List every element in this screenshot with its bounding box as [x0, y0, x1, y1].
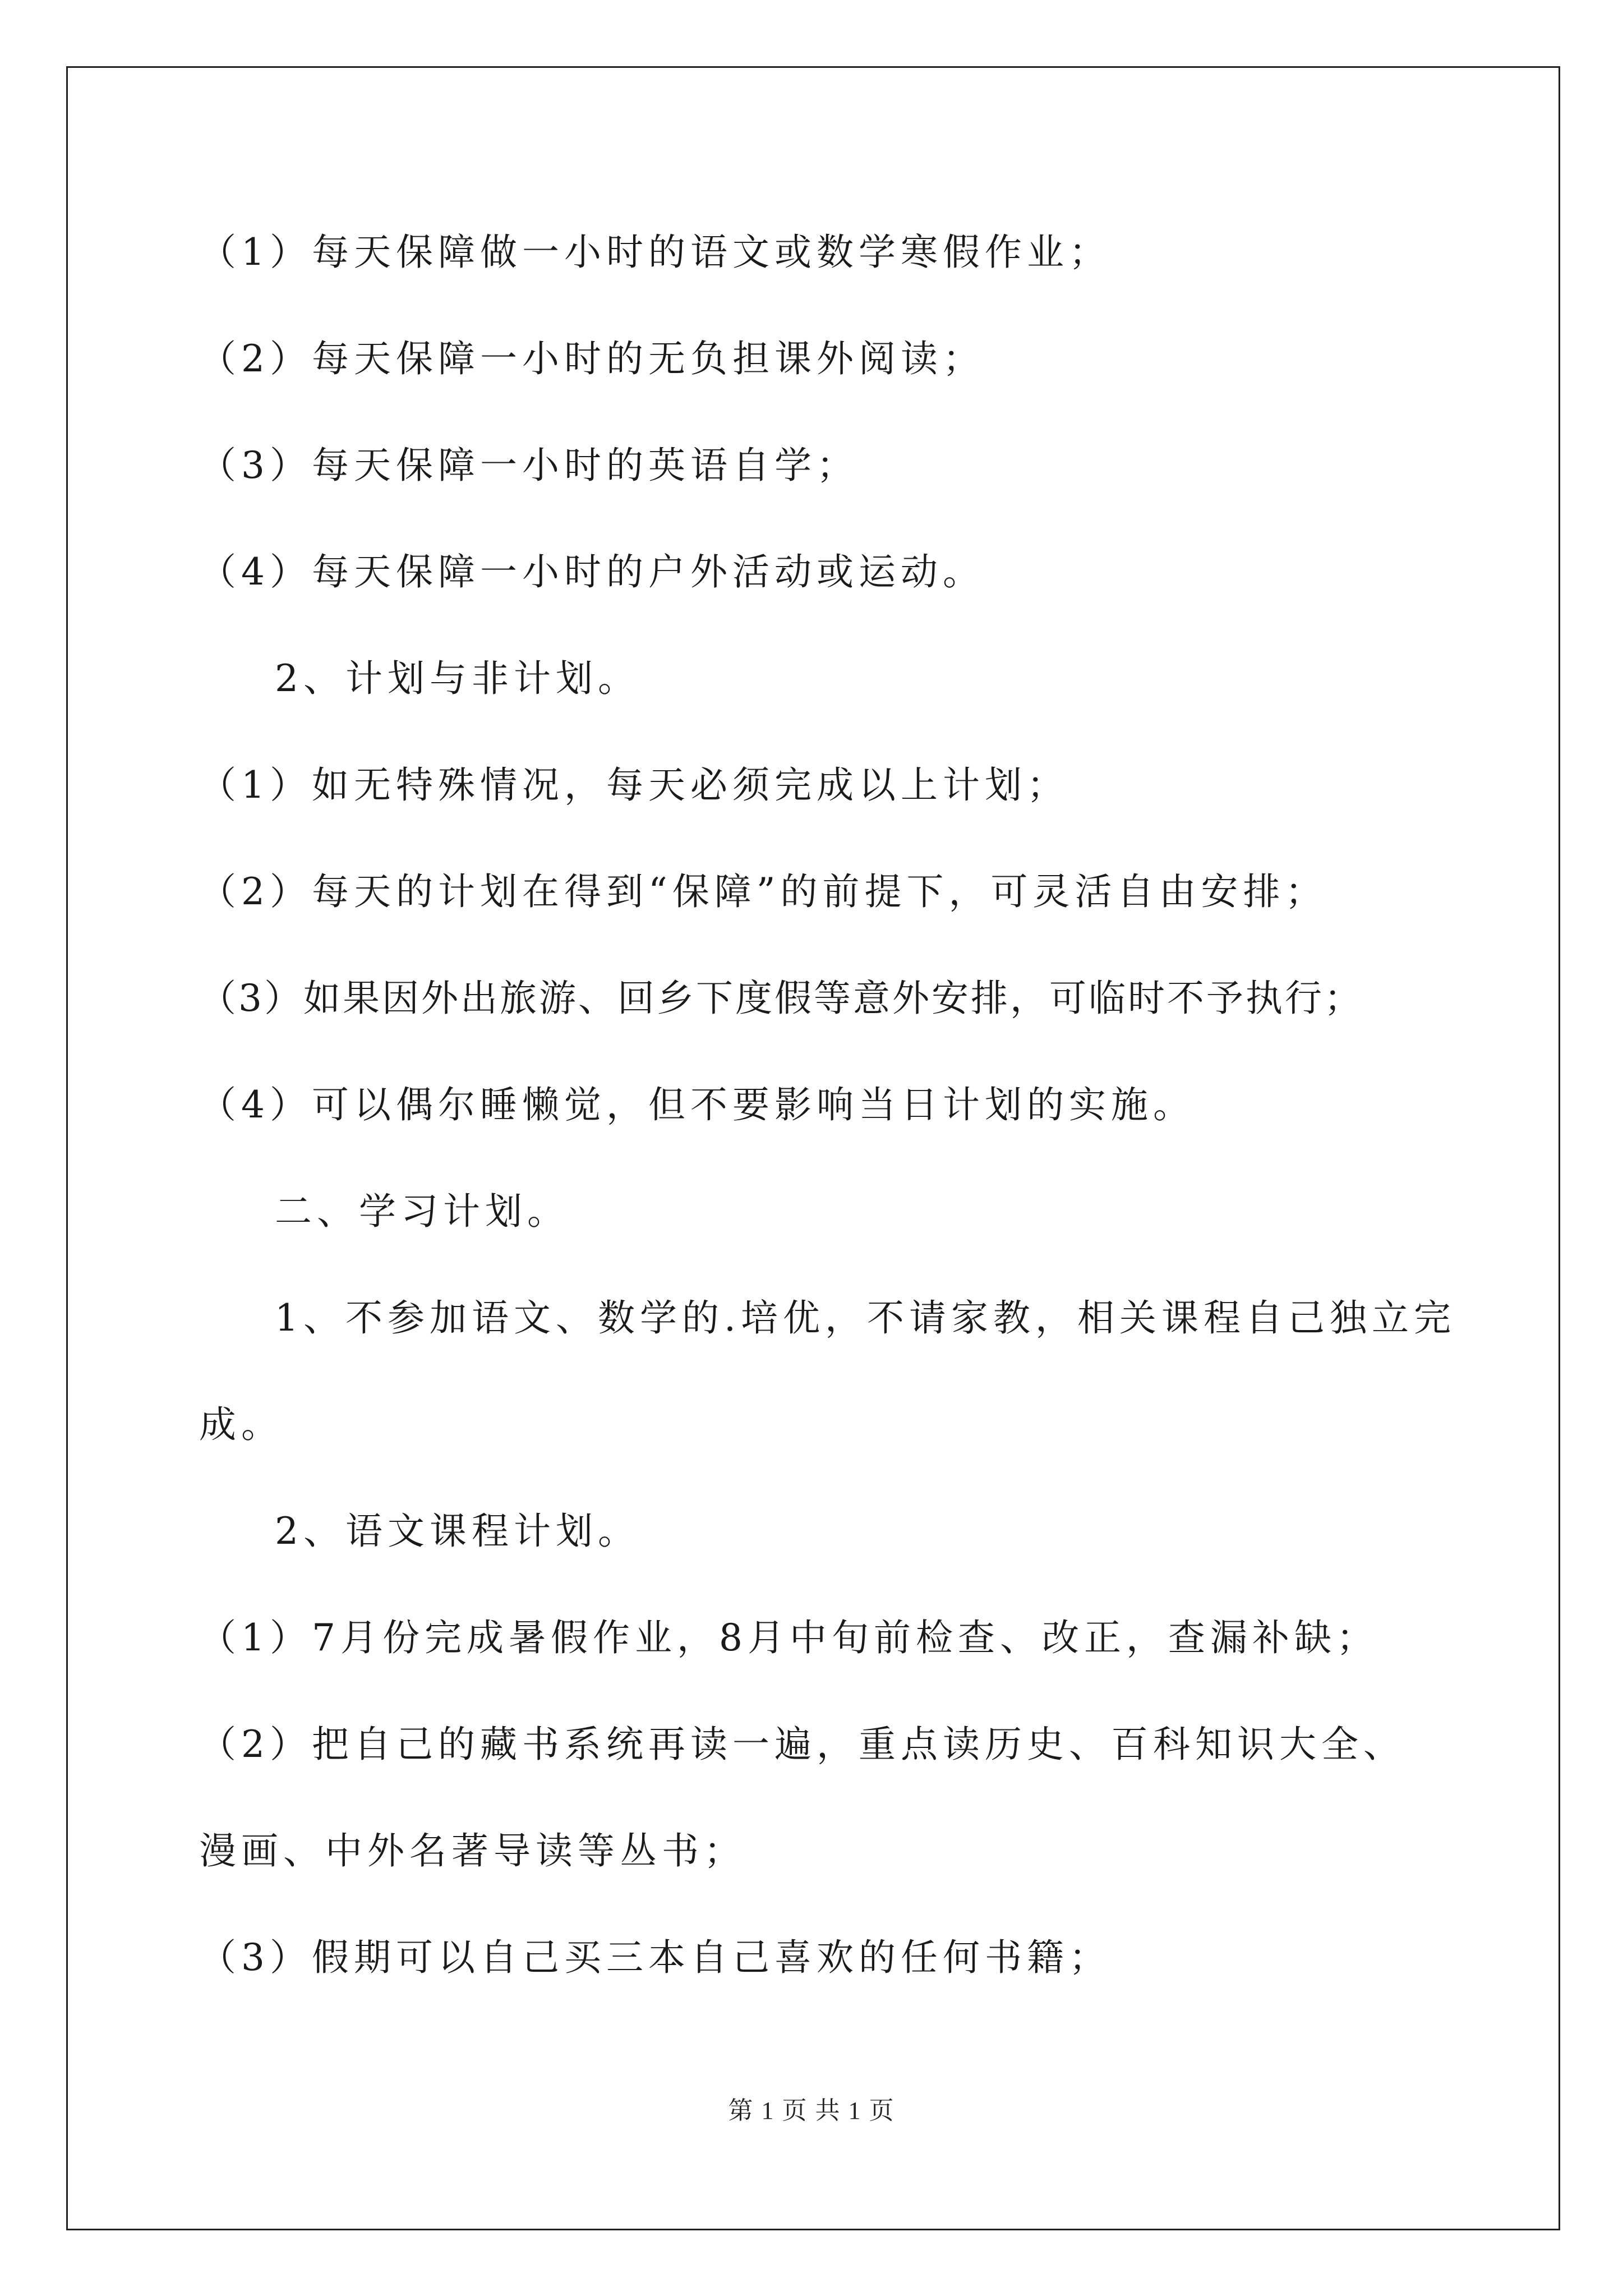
paragraph: （1）每天保障做一小时的语文或数学寒假作业； — [199, 231, 1111, 274]
paragraph-continuation: 漫画、中外名著导读等丛书； — [199, 1829, 746, 1872]
section-heading: 二、学习计划。 — [275, 1190, 569, 1233]
page-footer: 第 1 页 共 1 页 — [728, 2097, 895, 2124]
page-border — [66, 66, 1560, 2230]
paragraph: （2）把自己的藏书系统再读一遍，重点读历史、百科知识大全、 — [199, 1723, 1405, 1766]
paragraph: （1）7月份完成暑假作业，8月中旬前检查、改正，查漏补缺； — [199, 1616, 1378, 1659]
paragraph-continuation: 成。 — [199, 1403, 283, 1446]
paragraph: （1）如无特殊情况，每天必须完成以上计划； — [199, 763, 1069, 807]
paragraph: （2）每天的计划在得到“保障”的前提下，可灵活自由安排； — [199, 870, 1327, 913]
paragraph: （2）每天保障一小时的无负担课外阅读； — [199, 337, 985, 380]
paragraph: （3）如果因外出旅游、回乡下度假等意外安排，可临时不予执行； — [199, 977, 1363, 1020]
paragraph: 2、语文课程计划。 — [275, 1510, 640, 1553]
paragraph: （3）每天保障一小时的英语自学； — [199, 444, 859, 487]
paragraph: （3）假期可以自己买三本自己喜欢的任何书籍； — [199, 1936, 1111, 1979]
paragraph: （4）每天保障一小时的户外活动或运动。 — [199, 550, 985, 593]
paragraph: 2、计划与非计划。 — [275, 657, 640, 700]
paragraph: 1、不参加语文、数学的.培优，不请家教，相关课程自己独立完 — [275, 1296, 1456, 1340]
paragraph: （4）可以偶尔睡懒觉，但不要影响当日计划的实施。 — [199, 1083, 1195, 1126]
